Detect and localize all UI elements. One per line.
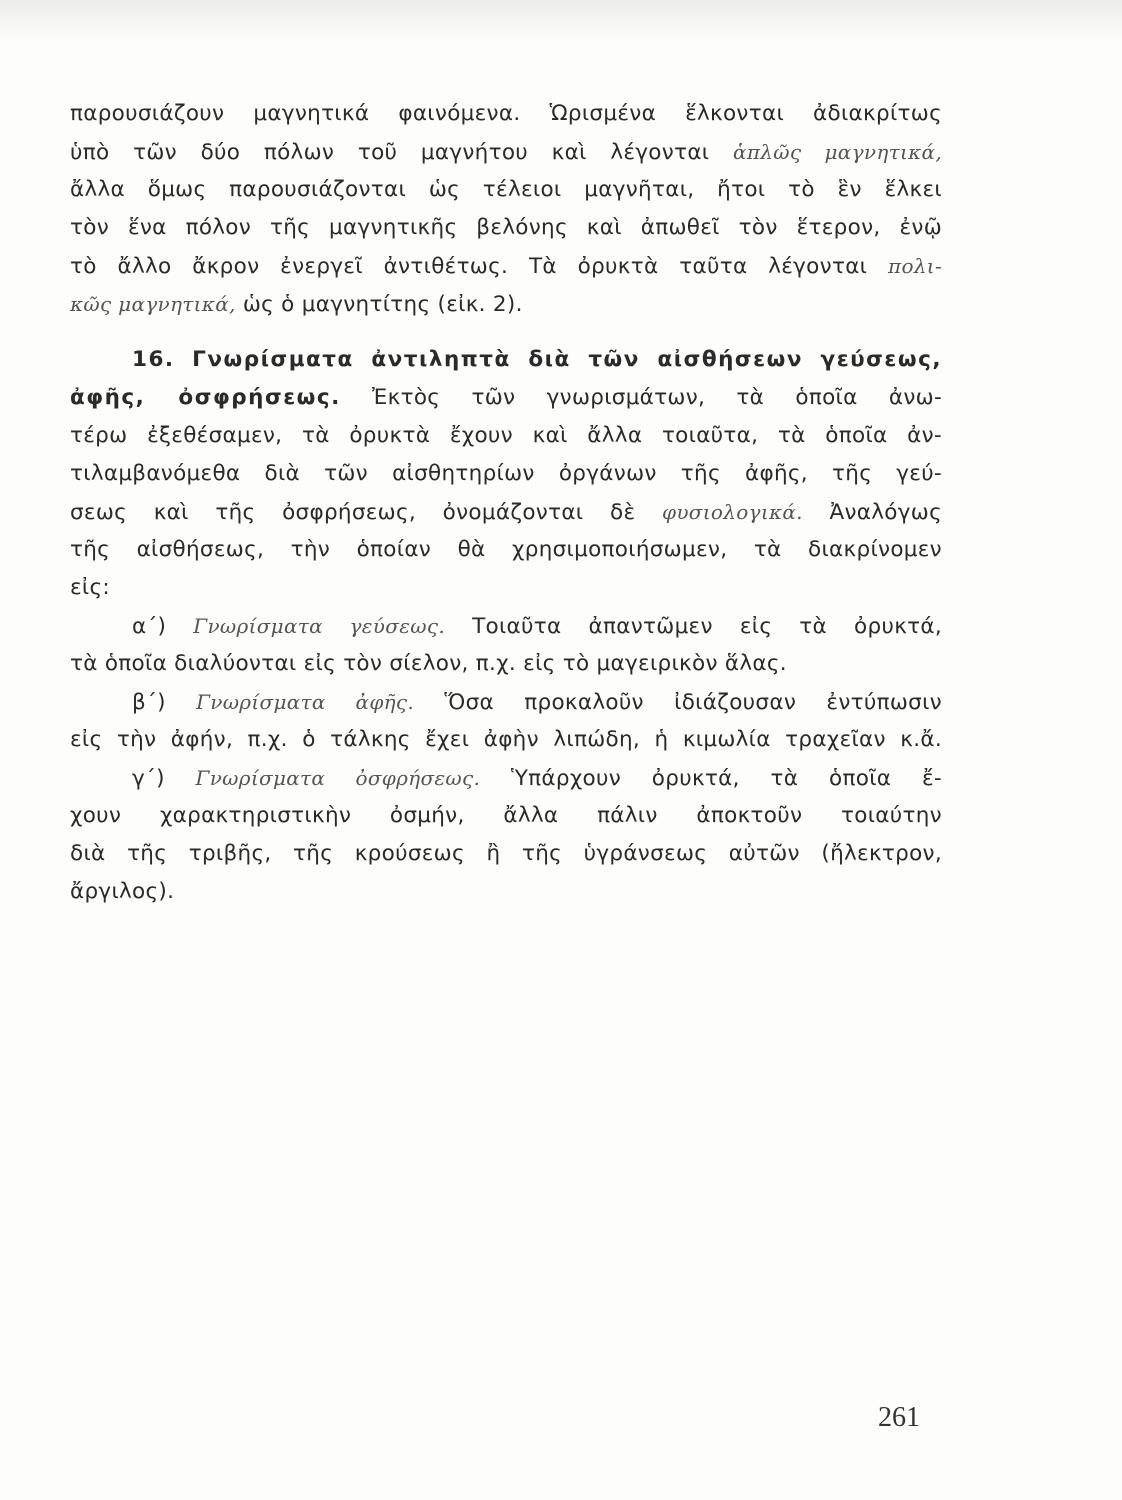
text-run: ἄργιλος). bbox=[70, 879, 175, 904]
text-line bbox=[70, 569, 942, 607]
body-text bbox=[70, 95, 942, 911]
text-line bbox=[70, 133, 942, 171]
text-run: τιλαμβανόμεθα διὰ τῶν αἰσθητηρίων ὀργάνων τῆς ἀφῆς, τῆς γεύ- bbox=[70, 461, 942, 486]
heading-text: ἀφῆς, ὀσφρήσεως. bbox=[70, 385, 341, 410]
text-run: τὸν ἕνα πόλον τῆς μαγνητικῆς βελόνης καὶ ἀπωθεῖ τὸν ἕτερον, ἐνῷ bbox=[70, 215, 942, 240]
italic-term: ἁπλῶς μαγνητικά, bbox=[733, 140, 942, 164]
italic-term: Γνωρίσματα ἀφῆς. bbox=[196, 690, 415, 714]
text-run: Ἀναλόγως bbox=[829, 500, 942, 525]
text-line bbox=[70, 379, 942, 417]
italic-term: Γνωρίσματα γεύσεως. bbox=[193, 614, 446, 638]
text-line bbox=[70, 95, 942, 133]
text-run: Ἐκτὸς τῶν γνωρισμάτων, τὰ ὁποῖα ἀνω- bbox=[372, 385, 942, 410]
text-run: ἄλλα ὅμως παρουσιάζονται ὡς τέλειοι μαγνῆται, ἤτοι τὸ ἓν ἕλκει bbox=[70, 177, 942, 202]
text-line bbox=[70, 645, 942, 683]
text-run: Ὑπάρχουν ὀρυκτά, τὰ ὁποῖα ἔ- bbox=[511, 766, 942, 791]
heading-text: 16. Γνωρίσματα ἀντιληπτὰ διὰ τῶν αἰσθήσεων γεύσεως, bbox=[132, 347, 942, 372]
text-run: παρουσιάζουν μαγνητικά φαινόμενα. Ὡρισμένα ἕλκονται ἀδιακρίτως bbox=[70, 101, 942, 126]
text-line bbox=[70, 493, 942, 531]
text-run: ὑπὸ τῶν δύο πόλων τοῦ μαγνήτου καὶ λέγονται bbox=[70, 140, 710, 165]
text-run: σεως καὶ τῆς ὀσφρήσεως, ὀνομάζονται δὲ bbox=[70, 500, 636, 525]
text-line bbox=[70, 417, 942, 455]
text-line bbox=[70, 835, 942, 873]
text-run: εἰς τὴν ἀφήν, π.χ. ὁ τάλκης ἔχει ἀφὴν λιπώδη, ἡ κιμωλία τραχεῖαν κ.ἄ. bbox=[70, 727, 942, 752]
item-label: β΄) bbox=[132, 690, 166, 715]
text-run: Τοιαῦτα ἀπαντῶμεν εἰς τὰ ὀρυκτά, bbox=[472, 614, 943, 639]
text-line bbox=[70, 531, 942, 569]
text-line bbox=[70, 209, 942, 247]
text-run: διὰ τῆς τριβῆς, τῆς κρούσεως ἢ τῆς ὑγράνσεως αὐτῶν (ἤλεκτρον, bbox=[70, 841, 942, 866]
text-line bbox=[70, 285, 942, 323]
text-line bbox=[70, 455, 942, 493]
page-number: 261 bbox=[878, 1402, 920, 1433]
text-run: χουν χαρακτηριστικὴν ὀσμήν, ἄλλα πάλιν ἀποκτοῦν τοιαύτην bbox=[70, 803, 942, 828]
italic-term: Γνωρίσματα ὀσφρήσεως. bbox=[195, 766, 481, 790]
text-run: τὸ ἄλλο ἄκρον ἐνεργεῖ ἀντιθέτως. Τὰ ὀρυκτὰ ταῦτα λέγονται bbox=[70, 254, 868, 279]
text-line bbox=[70, 873, 942, 911]
text-run: τῆς αἰσθήσεως, τὴν ὁποίαν θὰ χρησιμοποιήσωμεν, τὰ διακρίνομεν bbox=[70, 537, 942, 562]
italic-term: κῶς μαγνητικά, bbox=[70, 292, 236, 316]
text-run: Ὅσα προκαλοῦν ἰδιάζουσαν ἐντύπωσιν bbox=[444, 690, 942, 715]
text-run: ὡς ὁ μαγνητίτης (εἰκ. 2). bbox=[242, 292, 523, 317]
list-item-a bbox=[70, 607, 942, 645]
text-line bbox=[70, 721, 942, 759]
scan-shadow bbox=[0, 0, 1122, 40]
italic-term: πολι- bbox=[888, 254, 943, 278]
text-run: τέρω ἐξεθέσαμεν, τὰ ὀρυκτὰ ἔχουν καὶ ἄλλα τοιαῦτα, τὰ ὁποῖα ἀν- bbox=[70, 423, 942, 448]
text-run: τὰ ὁποῖα διαλύονται εἰς τὸν σίελον, π.χ. εἰς τὸ μαγειρικὸν ἅλας. bbox=[70, 651, 787, 676]
italic-term: φυσιολογικά. bbox=[662, 500, 803, 524]
list-item-c bbox=[70, 759, 942, 797]
text-line bbox=[70, 797, 942, 835]
item-label: α΄) bbox=[132, 614, 167, 639]
text-line bbox=[70, 171, 942, 209]
text-run: εἰς: bbox=[70, 575, 110, 600]
list-item-b bbox=[70, 683, 942, 721]
item-label: γ΄) bbox=[132, 766, 165, 791]
section-heading bbox=[70, 341, 942, 379]
text-line bbox=[70, 247, 942, 285]
